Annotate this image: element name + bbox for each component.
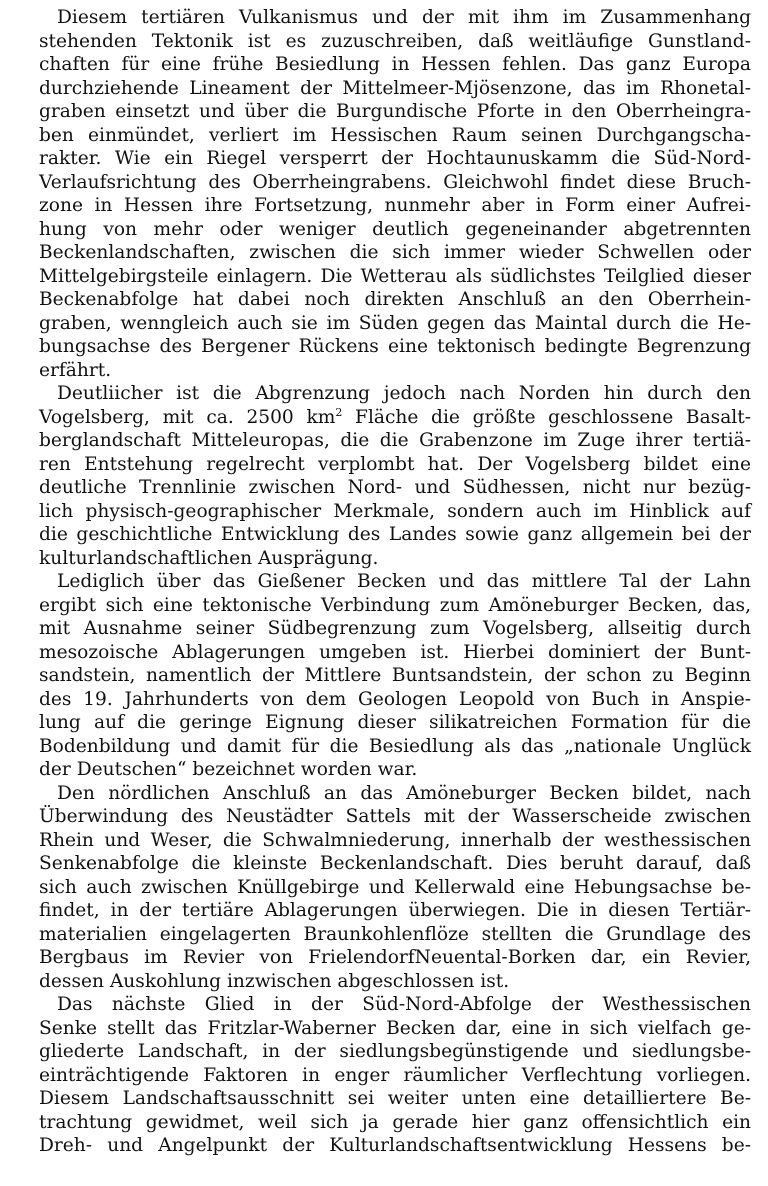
- text-fragment: Vogelsberg, mit ca. 2500 km: [39, 406, 336, 428]
- text-line: Den nördlichen Anschluß an das Amöneburger Becken bildet, nach: [57, 782, 751, 804]
- text-line: chaften für eine frühe Besiedlung in Hessen fehlen. Das ganz Europa: [39, 54, 751, 75]
- text-line: Überwindung des Neustädter Sattels mit der Wasserscheide zwischen: [39, 806, 751, 827]
- paragraph-vogelsberg: [39, 382, 751, 570]
- text-line: sandstein, namentlich der Mittlere Buntsandstein, der schon zu Beginn: [39, 665, 751, 686]
- text-line: Diesem Landschaftsausschnitt sei weiter unten eine detailliertere Be-: [39, 1088, 751, 1109]
- text-line: die geschichtliche Entwicklung des Landes sowie ganz allgemein bei der: [39, 524, 751, 545]
- superscript: 2: [335, 405, 343, 419]
- text-line: mit Ausnahme seiner Südbegrenzung zum Vogelsberg, allseitig durch: [39, 618, 751, 639]
- text-line: materialien eingelagerten Braunkohlenflöze stellten die Grundlage des: [39, 923, 751, 945]
- text-line: graben, wenngleich auch sie im Süden gegen das Maintal durch die He-: [39, 312, 751, 334]
- text-line: deutliche Trennlinie zwischen Nord- und Südhessen, nicht nur bezüg-: [39, 477, 751, 498]
- text-line: lung auf die geringe Eignung dieser silikatreichen Formation für die: [39, 712, 751, 733]
- text-line: Deutliicher ist die Abgrenzung jedoch nach Norden hin durch den: [57, 383, 751, 404]
- text-line: einträchtigende Faktoren in enger räumlicher Verflechtung vorliegen.: [39, 1064, 751, 1086]
- text-line: Diesem tertiären Vulkanismus und der mit ihm im Zusammenhang: [57, 7, 751, 28]
- text-line: graben einsetzt und über die Burgundische Pforte in den Oberrheingra-: [39, 101, 751, 122]
- text-line: Beckenabfolge hat dabei noch direkten Anschluß an den Oberrhein-: [39, 289, 751, 310]
- text-line: ergibt sich eine tektonische Verbindung zum Amöneburger Becken, das,: [39, 594, 751, 616]
- text-line: berglandschaft Mitteleuropas, die die Grabenzone im Zuge ihrer tertiä-: [39, 430, 751, 451]
- text-line: Bergbaus im Revier von FrielendorfNeuental-Borken dar, ein Revier,: [39, 947, 751, 968]
- paragraph-giessen-basin: [39, 570, 751, 782]
- text-line: Bodenbildung und damit für die Besiedlung als das „nationale Unglück: [39, 735, 751, 757]
- text-line: zone in Hessen ihre Fortsetzung, nunmehr aber in Form einer Aufrei-: [39, 195, 751, 216]
- text-line: findet, in der tertiäre Ablagerungen überwiegen. Die in diesen Tertiär-: [39, 900, 751, 921]
- text-line: bungsachse des Bergener Rückens eine tektonisch bedingte Begrenzung: [39, 336, 751, 357]
- text-line: Mittelgebirgsteile einlagern. Die Wetterau als südlichstes Teilglied dieser: [39, 265, 751, 287]
- text-line: Lediglich über das Gießener Becken und das mittlere Tal der Lahn: [57, 571, 751, 592]
- paragraph-volcanism: [39, 6, 751, 382]
- text-line: Verlaufsrichtung des Oberrheingrabens. Gleichwohl findet diese Bruch-: [39, 171, 751, 193]
- text-line: dessen Auskohlung inzwischen abgeschlossen ist.: [39, 970, 510, 992]
- text-line: gliederte Landschaft, in der siedlungsbegünstigende und siedlungsbe-: [39, 1041, 751, 1062]
- text-line: sich auch zwischen Knüllgebirge und Kellerwald eine Hebungsachse be-: [39, 876, 751, 898]
- text-line: stehenden Tektonik ist es zuzuschreiben, daß weitläufige Gunstland-: [39, 30, 751, 52]
- text-line: Rhein und Weser, die Schwalmniederung, innerhalb der westhessischen: [39, 829, 751, 851]
- text-line: trachtung gewidmet, weil sich ja gerade hier ganz offensichtlich ein: [39, 1111, 751, 1133]
- text-line: Beckenlandschaften, zwischen die sich immer wieder Schwellen oder: [39, 242, 751, 263]
- text-line: erfährt.: [39, 359, 112, 381]
- text-fragment: Fläche die größte geschlossene Basalt-: [342, 406, 751, 428]
- text-line: durchziehende Lineament der Mittelmeer-Mjösenzone, das im Rhonetal-: [39, 77, 751, 99]
- paragraph-fritzlar-wabern: [39, 993, 751, 1158]
- text-line: kulturlandschaftlichen Ausprägung.: [39, 547, 379, 569]
- text-line: Das nächste Glied in der Süd-Nord-Abfolge der Westhessischen: [57, 994, 751, 1015]
- text-line: hung von mehr oder weniger deutlich gegeneinander abgetrennten: [39, 218, 751, 240]
- text-line: Senke stellt das Fritzlar-Waberner Becken dar, eine in sich vielfach ge-: [39, 1017, 751, 1039]
- paragraph-schwalm: [39, 782, 751, 994]
- text-line: ben einmündet, verliert im Hessischen Raum seinen Durchgangscha-: [39, 124, 751, 146]
- text-line: der Deutschen“ bezeichnet worden war.: [39, 759, 418, 780]
- text-line: Dreh- und Angelpunkt der Kulturlandschaftsentwicklung Hessens be-: [39, 1135, 751, 1156]
- text-line: mesozoische Ablagerungen umgeben ist. Hierbei dominiert der Bunt-: [39, 641, 751, 663]
- text-line: Senkenabfolge die kleinste Beckenlandschaft. Dies beruht darauf, daß: [39, 853, 751, 874]
- text-line: lich physisch-geographischer Merkmale, sondern auch im Hinblick auf: [39, 500, 751, 522]
- text-line: des 19. Jahrhunderts von dem Geologen Leopold von Buch in Anspie-: [39, 688, 751, 710]
- text-line: ren Entstehung regelrecht verplombt hat. Der Vogelsberg bildet eine: [39, 453, 751, 475]
- text-line: rakter. Wie ein Riegel versperrt der Hochtaunuskamm die Süd-Nord-: [39, 148, 751, 169]
- text-line-with-superscript: [39, 406, 751, 430]
